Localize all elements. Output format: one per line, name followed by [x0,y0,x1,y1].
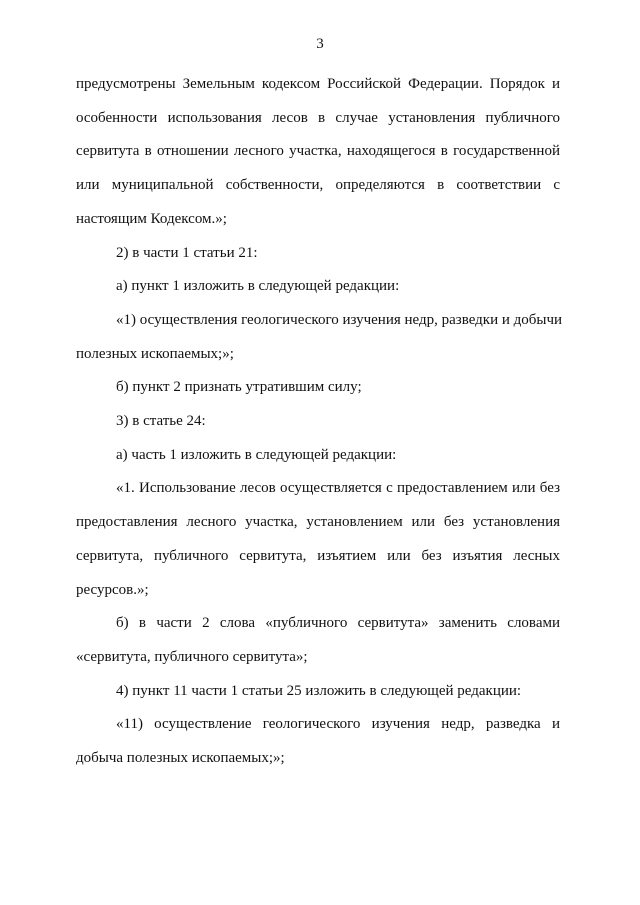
text-line: «1. Использование лесов осуществляется с предоставлением или без [116,480,560,497]
text-line: 4) пункт 11 части 1 статьи 25 изложить в следующей редакции: [116,682,522,699]
text-line: сервитута в отношении лесного участка, находящегося в государственной [76,143,560,160]
text-line: предусмотрены Земельным кодексом Российской Федерации. Порядок и [76,76,560,92]
text-line: сервитута, публичного сервитута, изъятием или без изъятия лесных [76,547,560,564]
text-line: а) часть 1 изложить в следующей редакции: [116,446,397,463]
text-line: «1) осуществления геологического изучения недр, разведки и добычи [116,311,563,328]
text-line: ресурсов.»; [76,581,149,598]
text-line: «сервитута, публичного сервитута»; [76,648,308,665]
text-line: б) в части 2 слова «публичного сервитута» заменить словами [116,615,560,632]
document-body [76,68,563,776]
text-line: б) пункт 2 признать утратившим силу; [116,379,362,396]
text-line: а) пункт 1 изложить в следующей редакции: [116,278,400,295]
text-line: «11) осуществление геологического изучения недр, разведка и [116,716,560,733]
page-number: 3 [316,36,324,52]
text-line: настоящим Кодексом.»; [76,210,227,227]
text-line: 2) в части 1 статьи 21: [116,244,258,261]
text-line: или муниципальной собственности, определяются в соответствии с [76,177,560,194]
text-line: полезных ископаемых;»; [76,345,234,362]
text-line: предоставления лесного участка, установлением или без установления [76,514,560,531]
text-line: добыча полезных ископаемых;»; [76,750,285,767]
text-line: 3) в статье 24: [116,413,206,430]
text-line: особенности использования лесов в случае установления публичного [76,109,560,126]
